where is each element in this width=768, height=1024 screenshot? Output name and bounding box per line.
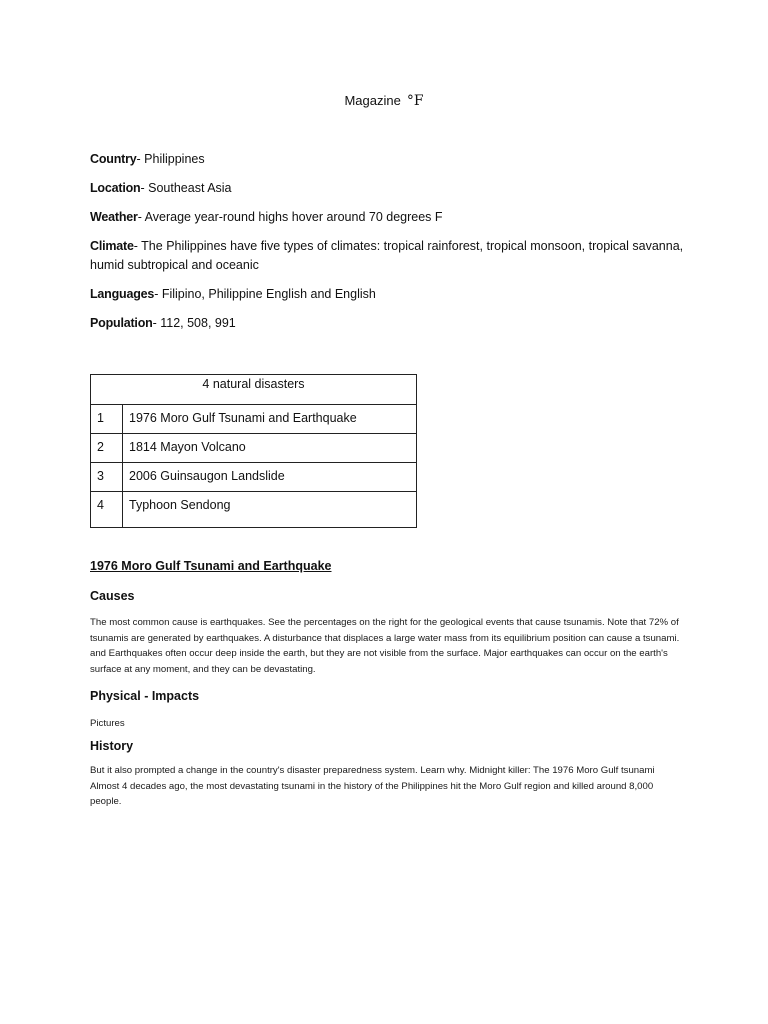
table-row [91,405,417,434]
fact-value: - Average year-round highs hover around 70 degrees F [137,210,443,224]
row-number: 4 [91,492,123,528]
row-disaster-name: Typhoon Sendong [123,492,417,528]
fact-value: - Southeast Asia [140,181,232,195]
article-heading: 1976 Moro Gulf Tsunami and Earthquake [90,559,332,573]
fact-label: Weather [90,210,138,224]
history-heading-block [90,739,680,753]
history-body [90,763,680,810]
article-heading-block [90,559,680,573]
table-row [91,463,417,492]
row-number: 2 [91,434,123,463]
fact-value: - The Philippines have five types of climates: tropical rainforest, tropical monsoon, tropical savanna, humid subtropical and oceanic [90,239,684,272]
row-number: 3 [91,463,123,492]
table-header: 4 natural disasters [91,375,417,405]
row-disaster-name: 2006 Guinsaugon Landslide [123,463,417,492]
fact-population [90,314,690,333]
page-title [0,93,768,109]
impacts-heading-block [90,689,680,703]
country-facts [90,150,690,343]
impacts-text: Pictures [90,718,125,729]
title-symbol: °F [406,93,424,109]
causes-heading: Causes [90,589,135,603]
row-disaster-name: 1976 Moro Gulf Tsunami and Earthquake [123,405,417,434]
history-heading: History [90,739,134,753]
fact-value: - 112, 508, 991 [152,316,236,330]
fact-value: - Philippines [136,152,205,166]
title-text: Magazine [344,93,401,108]
fact-location [90,179,690,198]
fact-country [90,150,690,169]
fact-label: Climate [90,239,134,253]
row-number: 1 [91,405,123,434]
table-row [91,492,417,528]
fact-value: - Filipino, Philippine English and English [154,287,376,301]
fact-label: Country [90,152,137,166]
causes-text: The most common cause is earthquakes. See the percentages on the right for the geological events that cause tsunamis. Note that 72% of tsunamis are generated by earthquakes. A disturbance that displaces a large water mass from its equilibrium position can cause a tsunami. and Earthquakes often occur deep inside the earth, but they are not visible from the surface. Major earthquakes can occur on the earth's surface at any moment, and they can be devastating. [90,617,680,676]
causes-body [90,615,680,678]
table-header-row [91,375,417,405]
table-row [91,434,417,463]
history-text: But it also prompted a change in the country's disaster preparedness system. Learn why. Midnight killer: The 1976 Moro Gulf tsunami Almost 4 decades ago, the most devastating tsunami in the history of the Philippines hit the Moro Gulf region and killed around 8,000 people. [90,765,655,808]
impacts-heading: Physical - Impacts [90,689,200,703]
impacts-body [90,716,680,732]
causes-heading-block [90,589,680,603]
natural-disasters-table [90,374,417,528]
fact-label: Population [90,316,153,330]
fact-label: Languages [90,287,155,301]
fact-languages [90,285,690,304]
fact-climate [90,237,690,275]
fact-weather [90,208,690,227]
row-disaster-name: 1814 Mayon Volcano [123,434,417,463]
fact-label: Location [90,181,141,195]
